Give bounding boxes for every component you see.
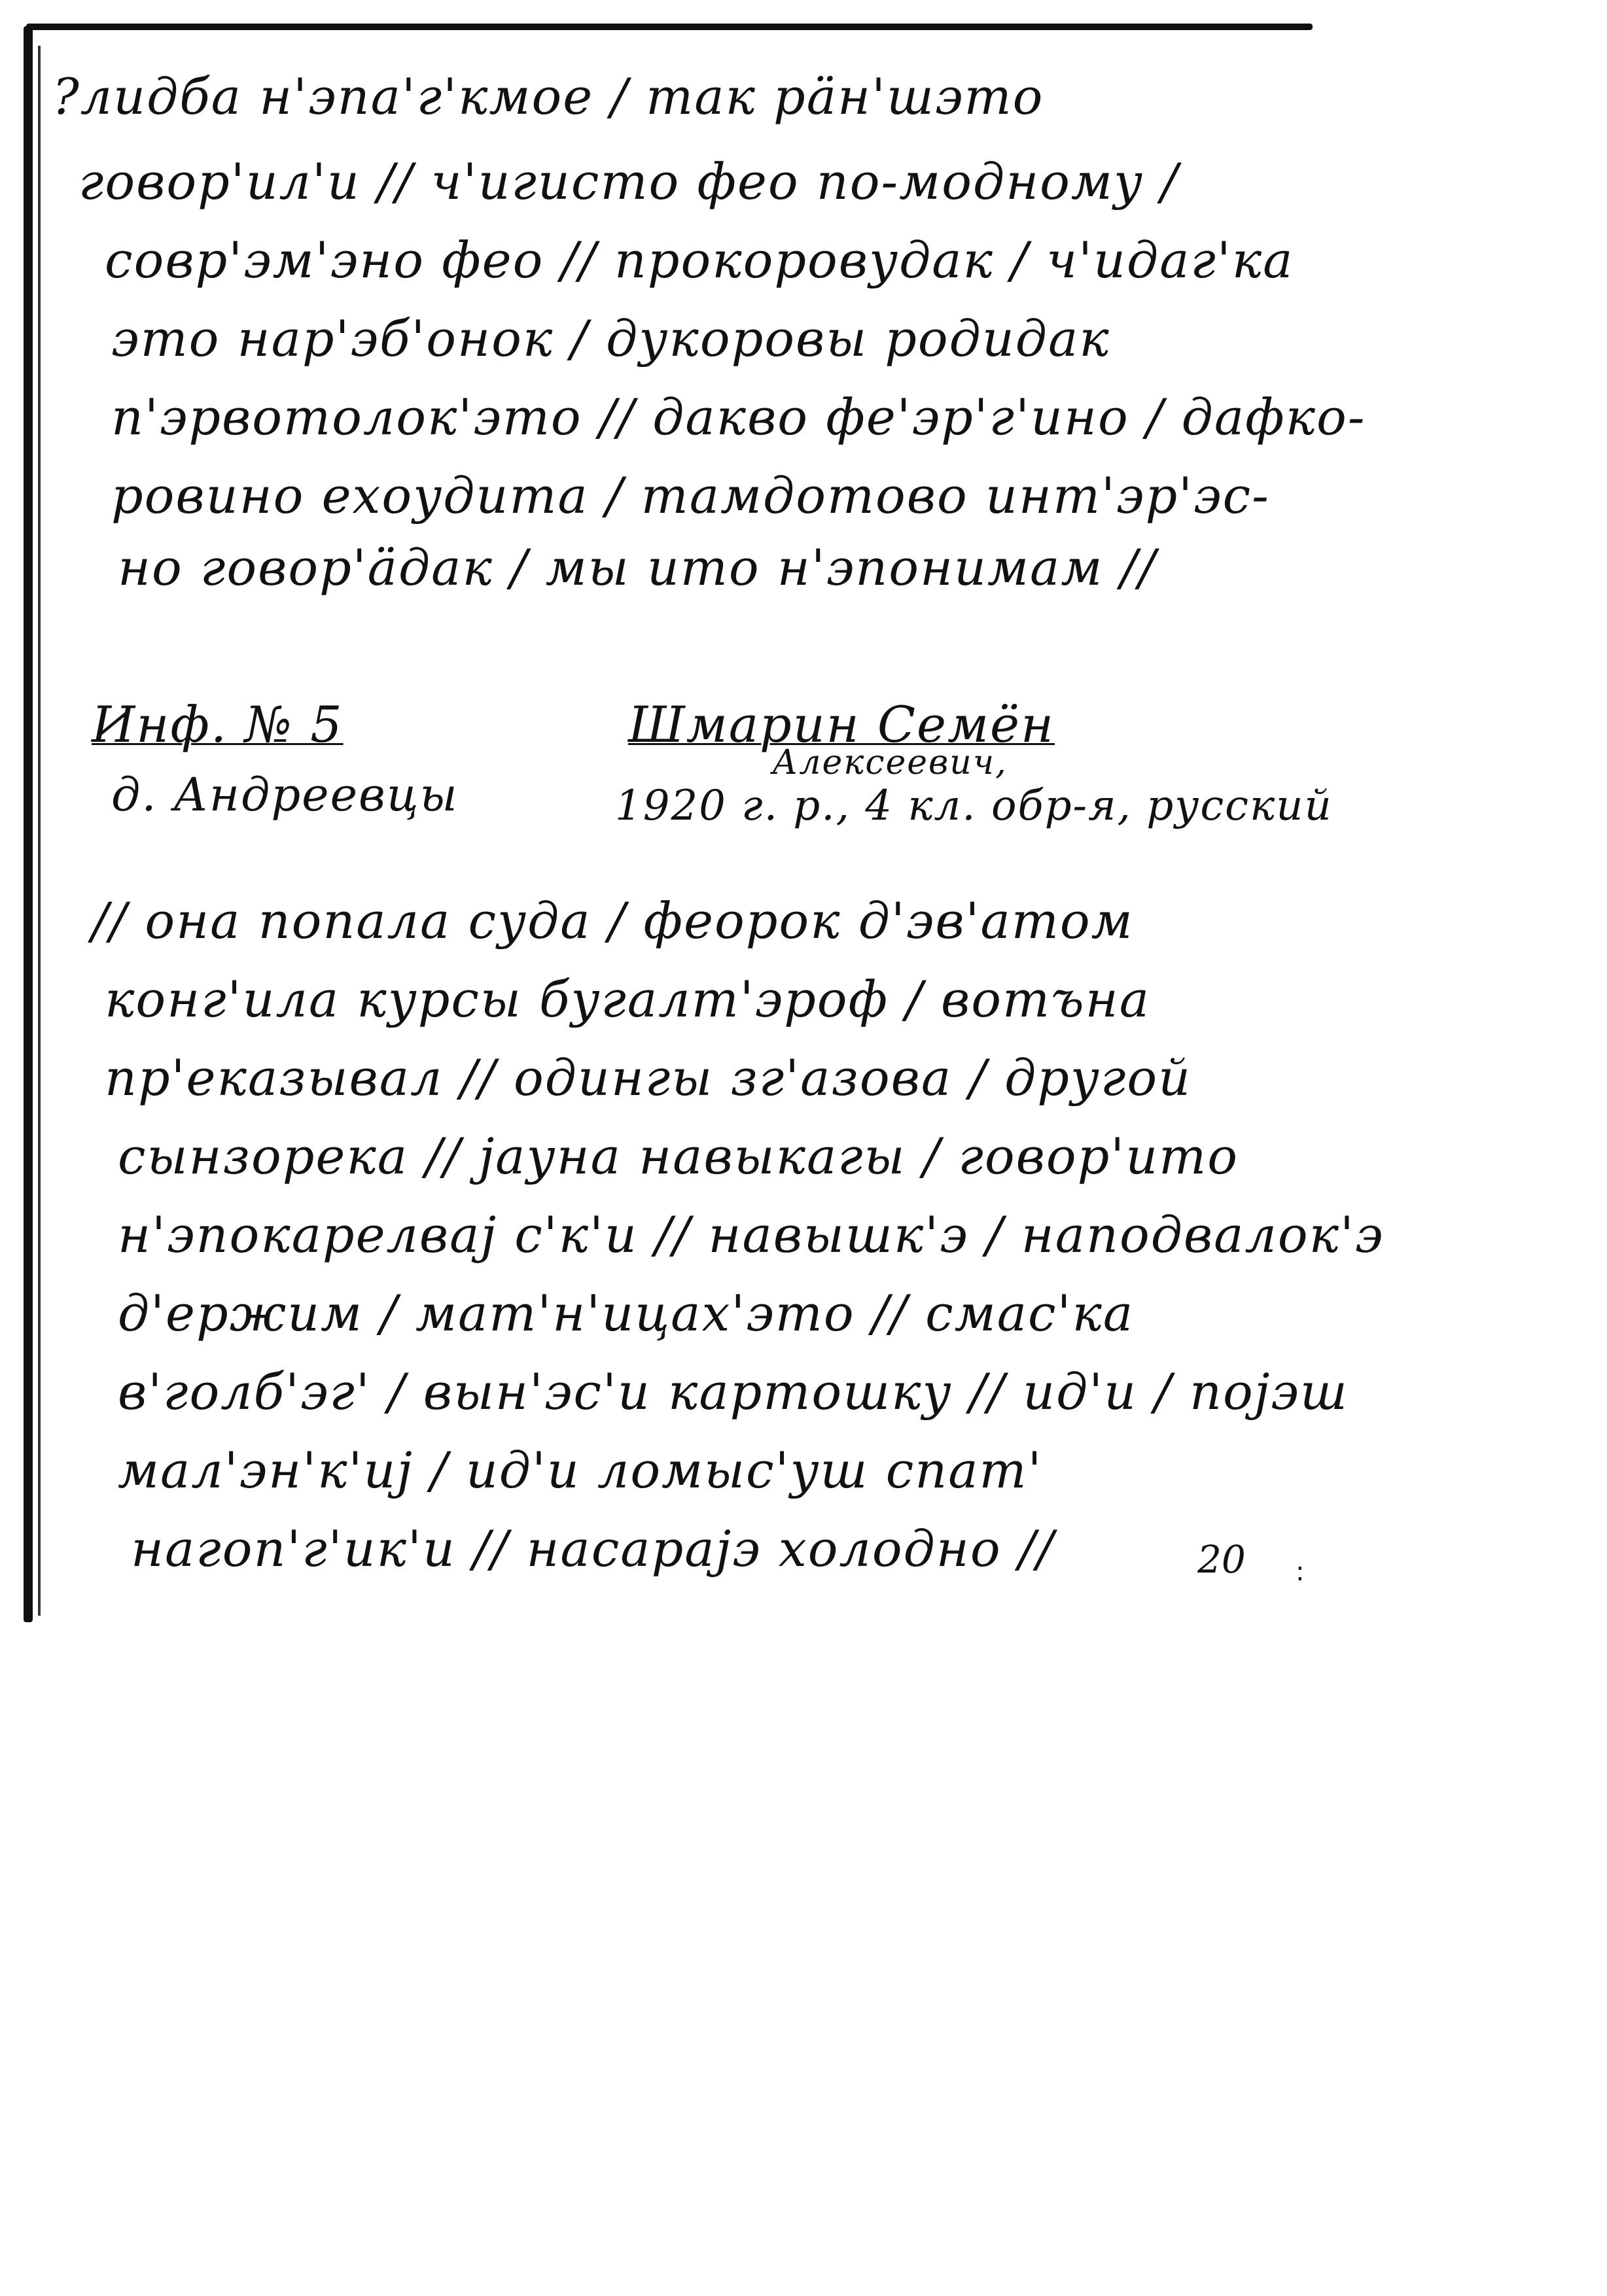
text-line: пр'еказывал // одингы зг'азова / другой [105, 1049, 1192, 1107]
informant-label: Инф. № 5 [92, 695, 344, 754]
informant-patronymic: Алексеевич, [772, 743, 1008, 782]
text-line: мал'эн'к'иј / ид'и ломыс'уш спат' [118, 1441, 1043, 1499]
text-line: в'голб'эг' / вын'эс'и картошку // ид'и / појэш [118, 1363, 1349, 1421]
text-line: ?лидба н'эпа'г'кмое / так рäн'шэто [52, 67, 1044, 126]
text-line: // она попала суда / феорок д'эв'атом [92, 892, 1134, 950]
page-frame-left-inner [38, 46, 41, 1616]
informant-details: 1920 г. р., 4 кл. обр-я, русский [615, 782, 1333, 830]
text-line: сынзорека // јауна навыкагы / говор'ито [118, 1127, 1239, 1185]
page-frame-top [26, 24, 1313, 30]
informant-village: д. Андреевцы [111, 768, 459, 822]
text-line: это нар'эб'онок / дукоровы родидак [111, 309, 1110, 368]
text-line: говор'ил'и // ч'игисто фео по-модному / [79, 152, 1179, 211]
text-line: совр'эм'эно фео // прокоровудак / ч'идаг'ка [105, 231, 1294, 289]
text-line: ровино ехоудита / тамдотово инт'эр'эс- [111, 466, 1270, 525]
text-line: но говор'äдак / мы ито н'эпонимам // [118, 538, 1157, 597]
page-number: 20 [1197, 1537, 1246, 1582]
side-mark: : [1296, 1557, 1305, 1587]
text-line: д'ержим / мат'н'ицах'это // смас'ка [118, 1284, 1135, 1342]
text-line: п'эрвотолок'это // дакво фе'эр'г'ино / дафко- [111, 388, 1366, 446]
text-line: конг'ила курсы бугалт'эроф / вотъна [105, 970, 1151, 1028]
page-frame-left [24, 26, 33, 1622]
text-line: нагоп'г'ик'и // наcарајэ холодно // [131, 1520, 1055, 1578]
text-line: н'эпокарелвај с'к'и // навышк'э / наподвалок'э [118, 1206, 1385, 1264]
informant-name: Шмарин Семён [628, 695, 1055, 754]
